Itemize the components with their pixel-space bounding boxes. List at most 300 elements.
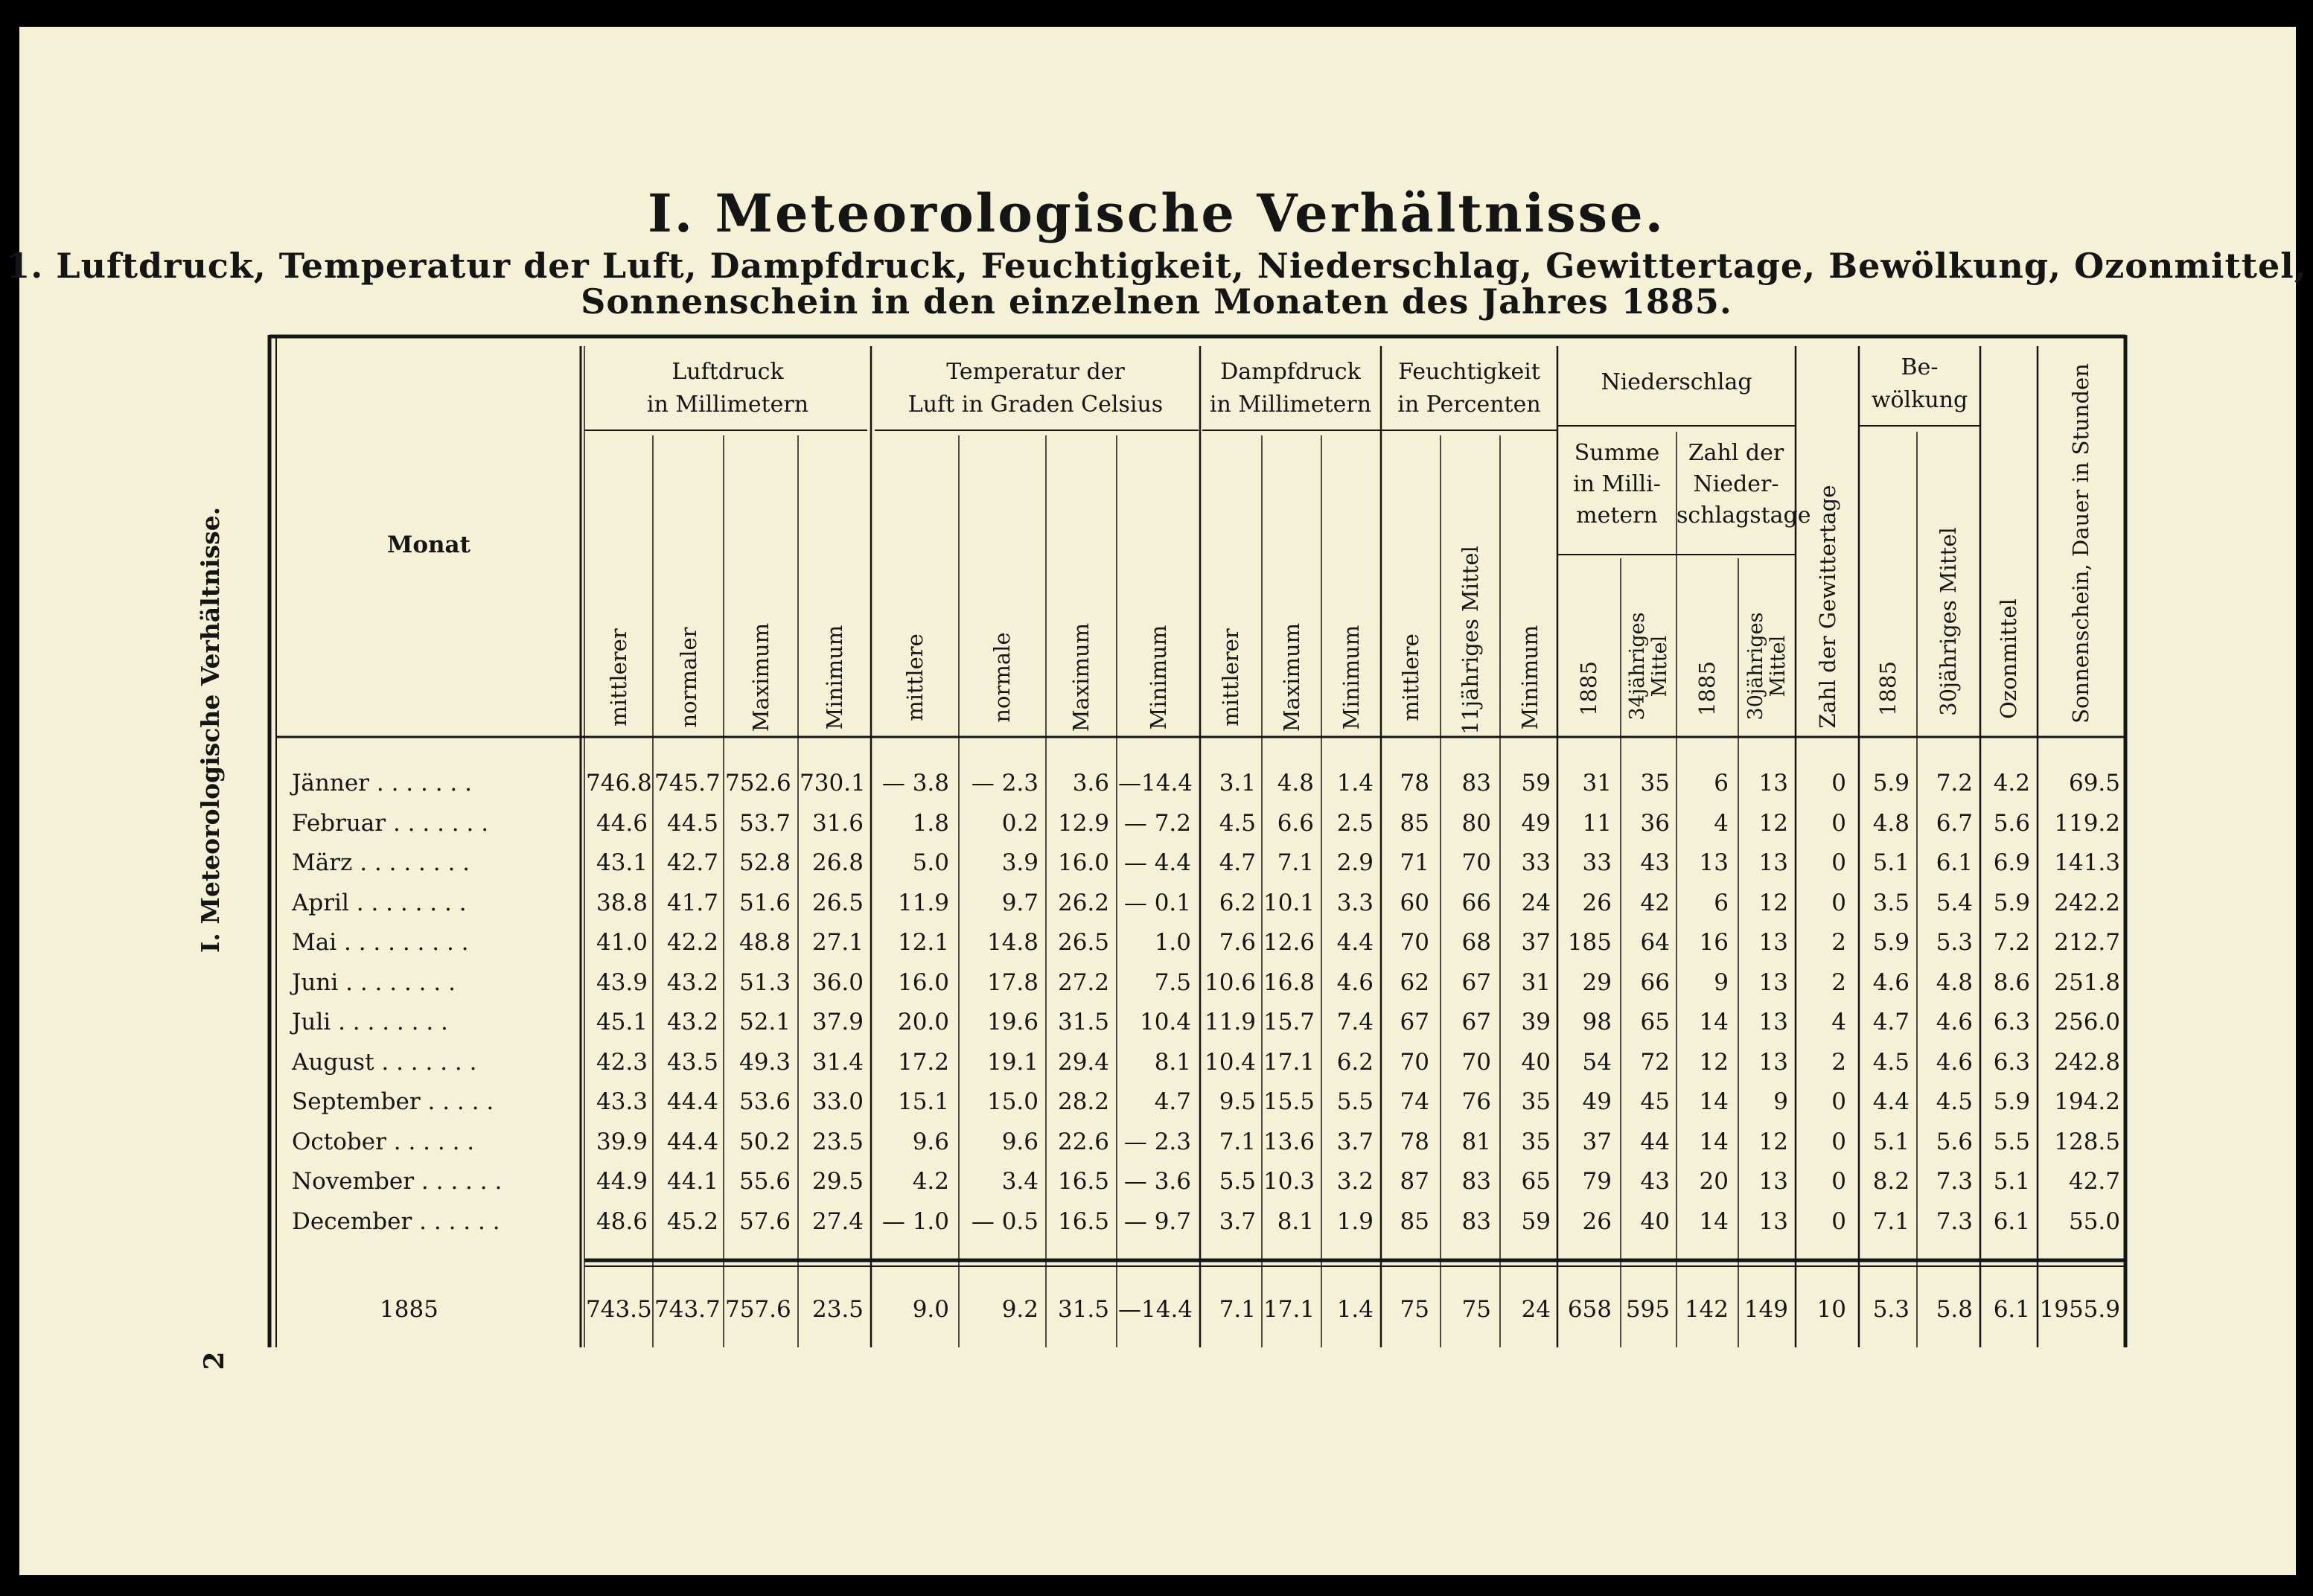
table-cell: 10.3 (1263, 1168, 1315, 1195)
table-cell: 7.3 (1936, 1207, 1973, 1235)
table-cell: 19.6 (986, 1009, 1039, 1035)
table-cell: 67 (1461, 968, 1491, 996)
table-cell: —14.4 (1118, 770, 1193, 797)
table-cell: 128.5 (2054, 1128, 2120, 1155)
subgroup-header-zahl (1676, 438, 1811, 532)
col-header-luftdruck-mittlerer: mittlerer (606, 628, 631, 727)
table-cell: 53.6 (738, 1088, 791, 1115)
table-cell: 1.4 (1336, 770, 1374, 797)
table-cell: 5.9 (1872, 770, 1910, 797)
table-cell: 26.5 (1057, 929, 1109, 956)
total-cell: 142 (1684, 1296, 1729, 1323)
table-cell: 3.2 (1336, 1168, 1374, 1195)
subgroup-header-zahl-line1: Zahl der (1688, 440, 1784, 466)
table-cell: — 0.5 (971, 1207, 1039, 1235)
total-cell: 10 (1816, 1296, 1846, 1323)
row-month-label: März . . . . . . . . (292, 849, 470, 876)
table-cell: 7.6 (1219, 929, 1256, 956)
table-cell: 251.8 (2054, 968, 2120, 996)
table-cell: 26.5 (811, 889, 864, 916)
table-cell: 0 (1831, 1088, 1846, 1115)
page-number: 2 (199, 1351, 230, 1370)
col-header-ozonmittel: Ozonmittel (1996, 598, 2021, 719)
row-month-label: Februar . . . . . . . (292, 809, 489, 837)
row-month-label: Juni . . . . . . . . (292, 968, 456, 996)
table-cell: 49 (1582, 1088, 1612, 1115)
table-cell: 0 (1831, 1168, 1846, 1195)
total-row-label: 1885 (380, 1296, 438, 1323)
table-cell: 35 (1521, 1088, 1551, 1115)
table-cell: 4.7 (1872, 1009, 1910, 1035)
table-caption-line-1: 1. Luftdruck, Temperatur der Luft, Dampfdruck, Feuchtigkeit, Niederschlag, Gewittertage, Bewölkung, Ozonmittel, (6, 246, 2307, 286)
table-cell: 83 (1461, 1207, 1491, 1235)
table-cell: 9 (1773, 1088, 1788, 1115)
table-cell: 55.6 (738, 1168, 791, 1195)
table-cell: 44.1 (666, 1168, 718, 1195)
table-cell: 15.5 (1263, 1088, 1315, 1115)
table-cell: — 2.3 (1123, 1128, 1191, 1155)
table-cell: 4.6 (1936, 1009, 1973, 1035)
table-cell: 52.8 (738, 849, 791, 876)
table-cell: 62 (1400, 968, 1429, 996)
table-cell: 4.6 (1336, 968, 1374, 996)
total-cell: 149 (1743, 1296, 1788, 1323)
table-cell: 2 (1831, 929, 1846, 956)
total-cell: 743.5 (586, 1296, 652, 1323)
table-cell: 98 (1582, 1009, 1612, 1035)
table-cell: 43 (1640, 849, 1670, 876)
group-header-luftdruck (584, 356, 871, 421)
table-cell: 7.1 (1219, 1128, 1256, 1155)
table-cell: 13 (1758, 1009, 1788, 1035)
table-cell: 9.6 (912, 1128, 949, 1155)
table-cell: 11.9 (897, 889, 949, 916)
table-cell: 22.6 (1057, 1128, 1109, 1155)
table-cell: 29 (1582, 968, 1612, 996)
table-cell: 20.0 (897, 1009, 949, 1035)
table-cell: 35 (1640, 770, 1670, 797)
table-cell: 13 (1758, 770, 1788, 797)
table-cell: 4 (1831, 1009, 1846, 1035)
table-cell: 4.2 (912, 1168, 949, 1195)
table-cell: 13 (1699, 849, 1729, 876)
table-cell: 15.0 (986, 1088, 1039, 1115)
subgroup-header-summe-line2: in Milli- (1573, 471, 1661, 497)
row-month-label: April . . . . . . . . (292, 889, 467, 916)
table-cell: 5.9 (1993, 889, 2030, 916)
table-cell: 38.8 (596, 889, 648, 916)
table-cell: 5.5 (1219, 1168, 1256, 1195)
table-cell: 45 (1640, 1088, 1670, 1115)
table-cell: 27.4 (811, 1207, 864, 1235)
table-cell: 44.9 (596, 1168, 648, 1195)
table-cell: 3.4 (1001, 1168, 1039, 1195)
table-cell: 33.0 (811, 1088, 864, 1115)
table-cell: 42.7 (666, 849, 718, 876)
table-cell: 42.3 (596, 1048, 648, 1076)
table-cell: 1.8 (912, 809, 949, 837)
table-cell: 745.7 (654, 770, 721, 797)
table-cell: 14 (1699, 1088, 1729, 1115)
table-cell: 83 (1461, 770, 1491, 797)
table-cell: 8.6 (1993, 968, 2030, 996)
table-cell: 41.7 (666, 889, 718, 916)
total-cell: 7.1 (1219, 1296, 1256, 1323)
table-cell: — 9.7 (1123, 1207, 1191, 1235)
table-cell: 194.2 (2054, 1088, 2120, 1115)
table-cell: 45.2 (666, 1207, 718, 1235)
table-cell: 76 (1461, 1088, 1491, 1115)
table-cell: 8.1 (1154, 1048, 1191, 1076)
table-cell: 36 (1640, 809, 1670, 837)
col-header-sonnenschein: Sonnenschein, Dauer in Stunden (2068, 363, 2093, 724)
table-cell: 27.1 (811, 929, 864, 956)
table-cell: 52.1 (738, 1009, 791, 1035)
table-cell: 4.6 (1936, 1048, 1973, 1076)
table-cell: 3.7 (1219, 1207, 1256, 1235)
group-header-feuchtigkeit (1381, 356, 1557, 421)
table-cell: 37 (1521, 929, 1551, 956)
col-header-temperatur-normale: normale (989, 632, 1015, 723)
table-cell: 26.2 (1057, 889, 1109, 916)
table-cell: 256.0 (2054, 1009, 2120, 1035)
subgroup-header-summe-line3: metern (1576, 502, 1658, 529)
table-cell: 5.3 (1936, 929, 1973, 956)
table-cell: 65 (1521, 1168, 1551, 1195)
table-cell: 242.2 (2054, 889, 2120, 916)
table-cell: 31.6 (811, 809, 864, 837)
group-header-niederschlag: Niederschlag (1601, 369, 1752, 395)
col-header-summe-mittel-line2: Mittel (1648, 635, 1671, 698)
table-cell: 31.4 (811, 1048, 864, 1076)
total-cell: 23.5 (811, 1296, 864, 1323)
col-header-temperatur-mittlere: mittlere (902, 633, 928, 721)
table-cell: 5.9 (1993, 1088, 2030, 1115)
table-cell: 5.6 (1936, 1128, 1973, 1155)
table-cell: 185 (1567, 929, 1612, 956)
table-cell: 67 (1461, 1009, 1491, 1035)
table-cell: 9 (1714, 968, 1729, 996)
table-cell: 4.7 (1219, 849, 1256, 876)
col-header-luftdruck-maximum: Maximum (748, 622, 773, 732)
table-cell: 68 (1461, 929, 1491, 956)
table-cell: 0.2 (1001, 809, 1039, 837)
table-cell: 43.3 (596, 1088, 648, 1115)
table-cell: 69.5 (2068, 770, 2120, 797)
table-cell: 119.2 (2054, 809, 2120, 837)
table-cell: 5.1 (1872, 1128, 1910, 1155)
table-cell: 5.9 (1872, 929, 1910, 956)
table-cell: 6 (1714, 889, 1729, 916)
total-cell: 757.6 (725, 1296, 791, 1323)
table-cell: 7.3 (1936, 1168, 1973, 1195)
table-cell: 4 (1714, 809, 1729, 837)
table-cell: 44.4 (666, 1088, 718, 1115)
table-cell: 13 (1758, 968, 1788, 996)
table-cell: 64 (1640, 929, 1670, 956)
table-cell: 48.6 (596, 1207, 648, 1235)
group-header-luftdruck-line1: Luftdruck (671, 359, 784, 385)
table-cell: 17.1 (1263, 1048, 1315, 1076)
table-cell: 5.1 (1872, 849, 1910, 876)
table-cell: — 0.1 (1123, 889, 1191, 916)
table-cell: 2.5 (1336, 809, 1374, 837)
table-cell: — 1.0 (881, 1207, 949, 1235)
table-cell: 43 (1640, 1168, 1670, 1195)
table-cell: 39 (1521, 1009, 1551, 1035)
table-cell: 50.2 (738, 1128, 791, 1155)
table-cell: 70 (1461, 849, 1491, 876)
table-cell: 6.2 (1219, 889, 1256, 916)
table-cell: — 3.6 (1123, 1168, 1191, 1195)
table-cell: 87 (1400, 1168, 1429, 1195)
table-cell: 15.7 (1263, 1009, 1315, 1035)
table-cell: 4.5 (1936, 1088, 1973, 1115)
col-header-bewoelkung-30jaehriges-mittel: 30jähriges Mittel (1936, 527, 1961, 716)
table-cell: 13 (1758, 929, 1788, 956)
table-cell: 20 (1699, 1168, 1729, 1195)
table-cell: 81 (1461, 1128, 1491, 1155)
group-header-dampfdruck-line1: Dampfdruck (1220, 359, 1361, 385)
row-month-label: November . . . . . . (292, 1168, 503, 1195)
table-cell: 8.1 (1277, 1207, 1314, 1235)
table-cell: 6 (1714, 770, 1729, 797)
table-cell: — 2.3 (971, 770, 1039, 797)
col-header-dampfdruck-minimum: Minimum (1339, 625, 1364, 730)
col-header-luftdruck-minimum: Minimum (822, 625, 847, 730)
table-cell: 16.8 (1263, 968, 1315, 996)
group-header-temperatur (871, 356, 1200, 421)
table-cell: 4.5 (1219, 809, 1256, 837)
table-cell: 7.5 (1154, 968, 1191, 996)
table-cell: 10.4 (1204, 1048, 1256, 1076)
table-cell: 40 (1640, 1207, 1670, 1235)
table-cell: 42.7 (2068, 1168, 2120, 1195)
table-cell: 44.6 (596, 809, 648, 837)
total-cell: —14.4 (1118, 1296, 1193, 1323)
group-header-feuchtigkeit-line1: Feuchtigkeit (1398, 359, 1540, 385)
table-cell: 13 (1758, 1048, 1788, 1076)
table-cell: 51.6 (738, 889, 791, 916)
total-cell: 5.3 (1872, 1296, 1910, 1323)
table-cell: 23.5 (811, 1128, 864, 1155)
group-header-feuchtigkeit-line2: in Percenten (1397, 392, 1541, 418)
group-header-luftdruck-line2: in Millimetern (646, 392, 809, 418)
table-cell: 31 (1521, 968, 1551, 996)
table-cell: — 3.8 (881, 770, 949, 797)
table-cell: 9.7 (1001, 889, 1039, 916)
table-cell: 35 (1521, 1128, 1551, 1155)
table-cell: 19.1 (986, 1048, 1039, 1076)
table-cell: 85 (1400, 1207, 1429, 1235)
table-cell: 17.2 (897, 1048, 949, 1076)
table-cell: 41.0 (596, 929, 648, 956)
table-cell: 43.5 (666, 1048, 718, 1076)
col-header-dampfdruck-mittlerer: mittlerer (1218, 628, 1243, 727)
table-cell: 24 (1521, 889, 1551, 916)
table-cell: 31.5 (1057, 1009, 1109, 1035)
table-cell: 10.4 (1139, 1009, 1191, 1035)
col-header-temperatur-minimum: Minimum (1146, 625, 1171, 730)
table-cell: 12.9 (1057, 809, 1109, 837)
table-cell: 2.9 (1336, 849, 1374, 876)
table-cell: 16.5 (1057, 1207, 1109, 1235)
table-cell: 15.1 (897, 1088, 949, 1115)
table-cell: 6.3 (1993, 1009, 2030, 1035)
col-header-temperatur-maximum: Maximum (1068, 622, 1094, 732)
table-cell: 1.0 (1154, 929, 1191, 956)
table-cell: 67 (1400, 1009, 1429, 1035)
table-cell: 16 (1699, 929, 1729, 956)
row-month-label: Jänner . . . . . . . (292, 770, 472, 797)
page-title: I. Meteorologische Verhältnisse. (648, 182, 1665, 244)
table-cell: 9.5 (1219, 1088, 1256, 1115)
table-cell: 31 (1582, 770, 1612, 797)
table-cell: 4.8 (1872, 809, 1910, 837)
table-cell: 0 (1831, 1207, 1846, 1235)
table-cell: 4.8 (1936, 968, 1973, 996)
table-cell: 28.2 (1057, 1088, 1109, 1115)
table-cell: 53.7 (738, 809, 791, 837)
table-cell: 51.3 (738, 968, 791, 996)
table-cell: 5.6 (1993, 809, 2030, 837)
table-cell: 10.6 (1204, 968, 1256, 996)
table-cell: 6.6 (1277, 809, 1314, 837)
total-cell: 17.1 (1263, 1296, 1315, 1323)
total-cell: 1.4 (1336, 1296, 1374, 1323)
table-cell: 3.1 (1219, 770, 1256, 797)
group-header-bewoelkung (1859, 351, 1980, 417)
table-cell: 85 (1400, 809, 1429, 837)
table-cell: 59 (1521, 770, 1551, 797)
table-cell: 4.4 (1336, 929, 1374, 956)
col-header-gewittertage: Zahl der Gewittertage (1815, 485, 1840, 729)
table-cell: 5.1 (1993, 1168, 2030, 1195)
col-header-zahl-mittel-line1: 30jähriges (1744, 612, 1767, 721)
table-cell: 44.4 (666, 1128, 718, 1155)
table-cell: 54 (1582, 1048, 1612, 1076)
table-cell: 7.2 (1936, 770, 1973, 797)
table-cell: 4.5 (1872, 1048, 1910, 1076)
table-cell: 40 (1521, 1048, 1551, 1076)
table-cell: 45.1 (596, 1009, 648, 1035)
group-header-bewoelkung-line1: Be- (1901, 354, 1939, 380)
table-cell: 43.9 (596, 968, 648, 996)
col-header-feuchtigkeit-mittlere: mittlere (1398, 633, 1423, 721)
table-cell: 36.0 (811, 968, 864, 996)
table-cell: 71 (1400, 849, 1429, 876)
table-cell: 43.1 (596, 849, 648, 876)
table-cell: 4.8 (1277, 770, 1314, 797)
table-cell: 730.1 (800, 770, 866, 797)
table-cell: 13 (1758, 1207, 1788, 1235)
table-cell: 9.6 (1001, 1128, 1039, 1155)
table-cell: 8.2 (1872, 1168, 1910, 1195)
table-cell: 5.4 (1936, 889, 1973, 916)
row-month-label: December . . . . . . (292, 1207, 500, 1235)
table-cell: 0 (1831, 849, 1846, 876)
table-cell: 70 (1400, 929, 1429, 956)
running-side-label: I. Meteorologische Verhältnisse. (196, 506, 225, 953)
table-cell: 60 (1400, 889, 1429, 916)
table-cell: — 4.4 (1123, 849, 1191, 876)
table-cell: 80 (1461, 809, 1491, 837)
table-cell: 12 (1699, 1048, 1729, 1076)
total-cell: 658 (1567, 1296, 1612, 1323)
subgroup-header-summe-line1: Summe (1574, 440, 1660, 466)
table-cell: 2 (1831, 968, 1846, 996)
table-cell: 12.1 (897, 929, 949, 956)
table-cell: 26 (1582, 889, 1612, 916)
table-cell: 14.8 (986, 929, 1039, 956)
table-cell: 7.4 (1336, 1009, 1374, 1035)
table-cell: 11.9 (1204, 1009, 1256, 1035)
table-cell: 48.8 (738, 929, 791, 956)
table-cell: 57.6 (738, 1207, 791, 1235)
table-cell: 11 (1582, 809, 1612, 837)
table-cell: 43.2 (666, 1009, 718, 1035)
total-cell: 75 (1400, 1296, 1429, 1323)
table-cell: 14 (1699, 1009, 1729, 1035)
table-cell: 3.9 (1001, 849, 1039, 876)
col-header-zahl-mittel-line2: Mittel (1767, 635, 1790, 698)
total-cell: 9.2 (1001, 1296, 1039, 1323)
table-cell: 1.9 (1336, 1207, 1374, 1235)
col-header-dampfdruck-maximum: Maximum (1279, 622, 1304, 732)
table-cell: 0 (1831, 809, 1846, 837)
table-cell: 0 (1831, 1128, 1846, 1155)
table-cell: 752.6 (725, 770, 791, 797)
table-caption-line-2: Sonnenschein in den einzelnen Monaten des Jahres 1885. (581, 281, 1732, 322)
table-cell: 3.5 (1872, 889, 1910, 916)
table-cell: 4.4 (1872, 1088, 1910, 1115)
subgroup-header-summe (1557, 438, 1676, 532)
table-cell: 5.0 (912, 849, 949, 876)
table-cell: 6.9 (1993, 849, 2030, 876)
table-cell: 66 (1461, 889, 1491, 916)
table-cell: 12 (1758, 809, 1788, 837)
table-cell: 16.5 (1057, 1168, 1109, 1195)
table-cell: 37 (1582, 1128, 1612, 1155)
table-cell: 4.2 (1993, 770, 2030, 797)
table-cell: 0 (1831, 889, 1846, 916)
row-month-label: September . . . . . (292, 1088, 494, 1115)
table-cell: 27.2 (1057, 968, 1109, 996)
table-cell: 39.9 (596, 1128, 648, 1155)
table-cell: 0 (1831, 770, 1846, 797)
table-cell: 12 (1758, 1128, 1788, 1155)
table-cell: — 7.2 (1123, 809, 1191, 837)
row-month-label: Juli . . . . . . . . (292, 1009, 448, 1035)
col-header-feuchtigkeit-minimum: Minimum (1517, 625, 1542, 730)
table-cell: 43.2 (666, 968, 718, 996)
table-cell: 55.0 (2068, 1207, 2120, 1235)
table-cell: 17.8 (986, 968, 1039, 996)
table-cell: 6.1 (1936, 849, 1973, 876)
table-cell: 16.0 (1057, 849, 1109, 876)
col-header-zahl-30jaehriges-mittel (1745, 592, 1790, 741)
table-cell: 83 (1461, 1168, 1491, 1195)
table-cell: 7.2 (1993, 929, 2030, 956)
table-cell: 49 (1521, 809, 1551, 837)
table-cell: 65 (1640, 1009, 1670, 1035)
table-cell: 6.3 (1993, 1048, 2030, 1076)
table-cell: 13.6 (1263, 1128, 1315, 1155)
table-cell: 13 (1758, 849, 1788, 876)
table-cell: 6.1 (1993, 1207, 2030, 1235)
subgroup-header-zahl-line3: schlagstage (1676, 502, 1811, 529)
table-cell: 42.2 (666, 929, 718, 956)
